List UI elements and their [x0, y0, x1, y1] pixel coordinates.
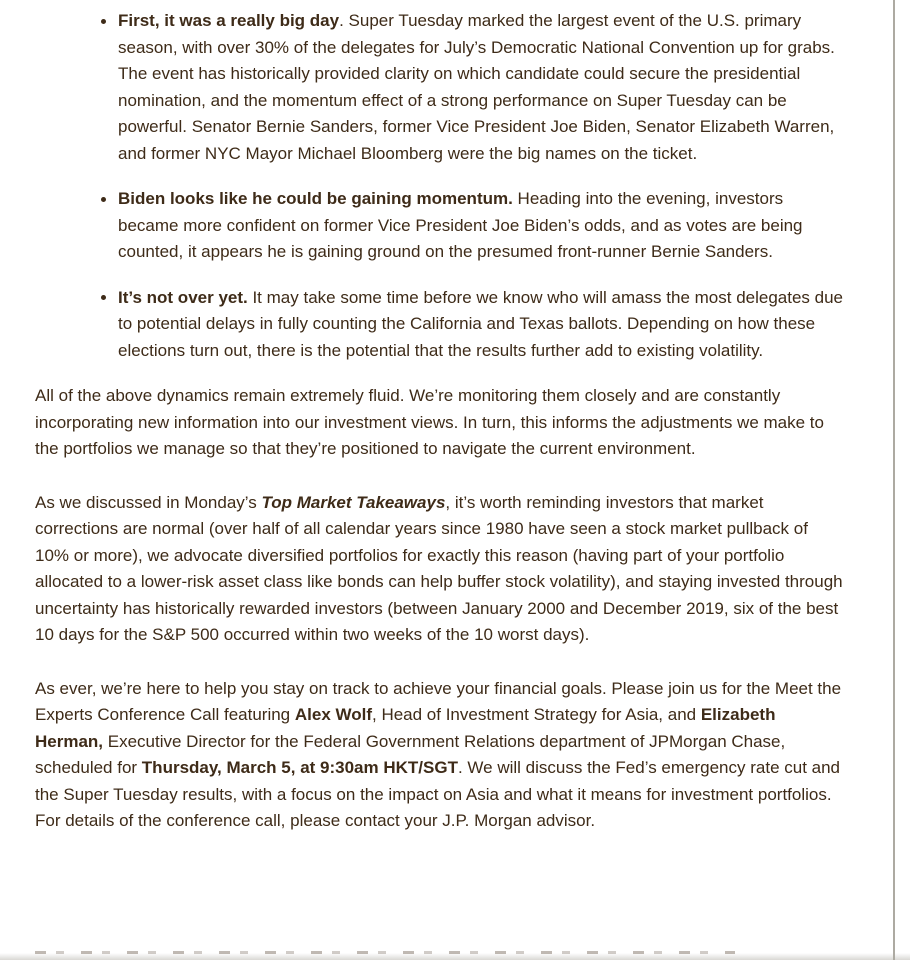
clipped-next-line [35, 951, 735, 954]
paragraph-text: As ever, we’re here to help you stay on track to achieve your financial goals. Please join us for the Meet the Experts Conference Call featuring [35, 678, 842, 724]
list-item-not-over-yet [118, 285, 845, 365]
paragraph-text: , Head of Investment Strategy for Asia, and [372, 705, 701, 724]
bullet-lead-in: First, it was a really big day [118, 11, 340, 30]
bullet-body-text: It may take some time before we know who will amass the most delegates due to potential delays in fully counting the California and Texas ballots. Depending on how these elections turn out, there is the potential that the results further add to existing volatility. [118, 287, 844, 360]
bullet-icon [101, 197, 106, 202]
paragraph-text: , it’s worth reminding investors that market corrections are normal (over half of all calendar years since 1980 have seen a stock market pullback of 10% or more), we advocate diversified portfolios for exactly this reason (having part of your portfolio allocated to a lower-risk asset class like bonds can help buffer stock volatility), and staying invested through uncertainty has historically rewarded investors (between January 2000 and December 2019, six of the best 10 days for the S&P 500 occurred within two weeks of the 10 worst days). [35, 492, 843, 644]
key-points-list [35, 8, 845, 364]
paragraph-text: . We will discuss the Fed’s emergency rate cut and the Super Tuesday results, with a focus on the impact on Asia and what it means for investment portfolios. For details of the conference call, please contact your J.P. Morgan advisor. [35, 758, 841, 830]
bullet-icon [101, 295, 106, 300]
bullet-body-text: Heading into the evening, investors became more confident on former Vice President Joe Biden’s odds, and as votes are being counted, it appears he is gaining ground on the presumed front-runner Bernie Sanders. [118, 189, 803, 261]
speaker-name-alex-wolf: Alex Wolf [294, 705, 372, 724]
speaker-name-elizabeth-herman: Elizabeth Herman, [35, 705, 776, 751]
publication-title: Top Market Takeaways [261, 492, 446, 512]
bullet-lead-in: Biden looks like he could be gaining momentum. [118, 189, 513, 208]
bottom-cutoff-band [0, 953, 910, 960]
paragraph-text: Executive Director for the Federal Government Relations department of JPMorgan Chase, scheduled for [35, 731, 786, 777]
content-right-border [893, 0, 895, 960]
paragraph-fluid-dynamics [35, 383, 845, 463]
paragraph-conference-call [35, 676, 845, 835]
paragraph-text: All of the above dynamics remain extremely fluid. We’re monitoring them closely and are constantly incorporating new information into our investment views. In turn, this informs the adjustments we make to the portfolios we manage so that they’re positioned to navigate the current environment. [35, 386, 824, 458]
bullet-lead-in: It’s not over yet. [118, 287, 248, 307]
newsletter-body [35, 8, 845, 862]
paragraph-text: As we discussed in Monday’s [35, 492, 262, 512]
list-item-super-tuesday [118, 8, 845, 167]
call-datetime: Thursday, March 5, at 9:30am HKT/SGT [141, 758, 458, 777]
bullet-body-text: . Super Tuesday marked the largest event of the U.S. primary season, with over 30% of the delegates for July’s Democratic National Convention up for grabs. The event has historically provided clarity on which candidate could secure the presidential nomination, and the momentum effect of a strong performance on Super Tuesday can be powerful. Senator Bernie Sanders, former Vice President Joe Biden, Senator Elizabeth Warren, and former NYC Mayor Michael Bloomberg were the big names on the ticket. [118, 11, 835, 163]
list-item-biden-momentum [118, 186, 845, 266]
paragraph-market-corrections [35, 490, 845, 649]
bullet-icon [101, 19, 106, 24]
